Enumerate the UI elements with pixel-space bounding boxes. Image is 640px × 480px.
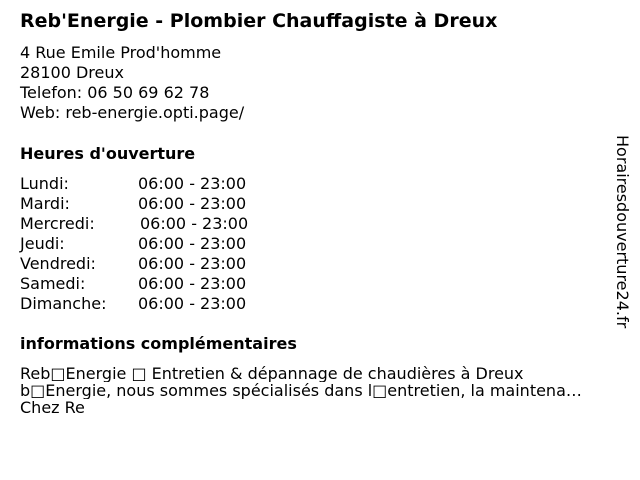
address-city: 28100 Dreux bbox=[20, 63, 124, 82]
phone-line: Telefon: 06 50 69 62 78 bbox=[20, 83, 210, 102]
hours-heading: Heures d'ouverture bbox=[20, 144, 196, 163]
hours-day: Samedi: bbox=[20, 274, 86, 293]
info-line: Reb□Energie □ Entretien & dépannage de chaudières à Dreux bbox=[20, 365, 524, 382]
hours-time: 06:00 - 23:00 bbox=[138, 274, 247, 293]
hours-day: Mardi: bbox=[20, 194, 70, 213]
info-heading: informations complémentaires bbox=[20, 334, 297, 353]
hours-time: 06:00 - 23:00 bbox=[138, 174, 247, 193]
info-line: Chez Re bbox=[20, 399, 85, 416]
page-title: Reb'Energie - Plombier Chauffagiste à Dreux bbox=[20, 10, 498, 32]
watermark bbox=[612, 135, 634, 345]
hours-time: 06:00 - 23:00 bbox=[138, 194, 247, 213]
info-text bbox=[20, 365, 632, 416]
address-block bbox=[20, 43, 244, 123]
info-line: b□Energie, nous sommes spécialisés dans l□entretien, la maintena… bbox=[20, 382, 582, 399]
hours-time: 06:00 - 23:00 bbox=[138, 234, 247, 253]
website-line: Web: reb-energie.opti.page/ bbox=[20, 103, 245, 122]
hours-time: 06:00 - 23:00 bbox=[138, 254, 247, 273]
hours-day: Vendredi: bbox=[20, 254, 96, 273]
hours-time: 06:00 - 23:00 bbox=[140, 214, 249, 233]
watermark-text: Horairesdouverture24.fr bbox=[613, 135, 632, 329]
hours-day: Dimanche: bbox=[20, 294, 107, 313]
address-street: 4 Rue Emile Prod'homme bbox=[20, 43, 222, 62]
hours-day: Lundi: bbox=[20, 174, 69, 193]
hours-day: Mercredi: bbox=[20, 214, 95, 233]
hours-day: Jeudi: bbox=[20, 234, 65, 253]
hours-time: 06:00 - 23:00 bbox=[138, 294, 247, 313]
